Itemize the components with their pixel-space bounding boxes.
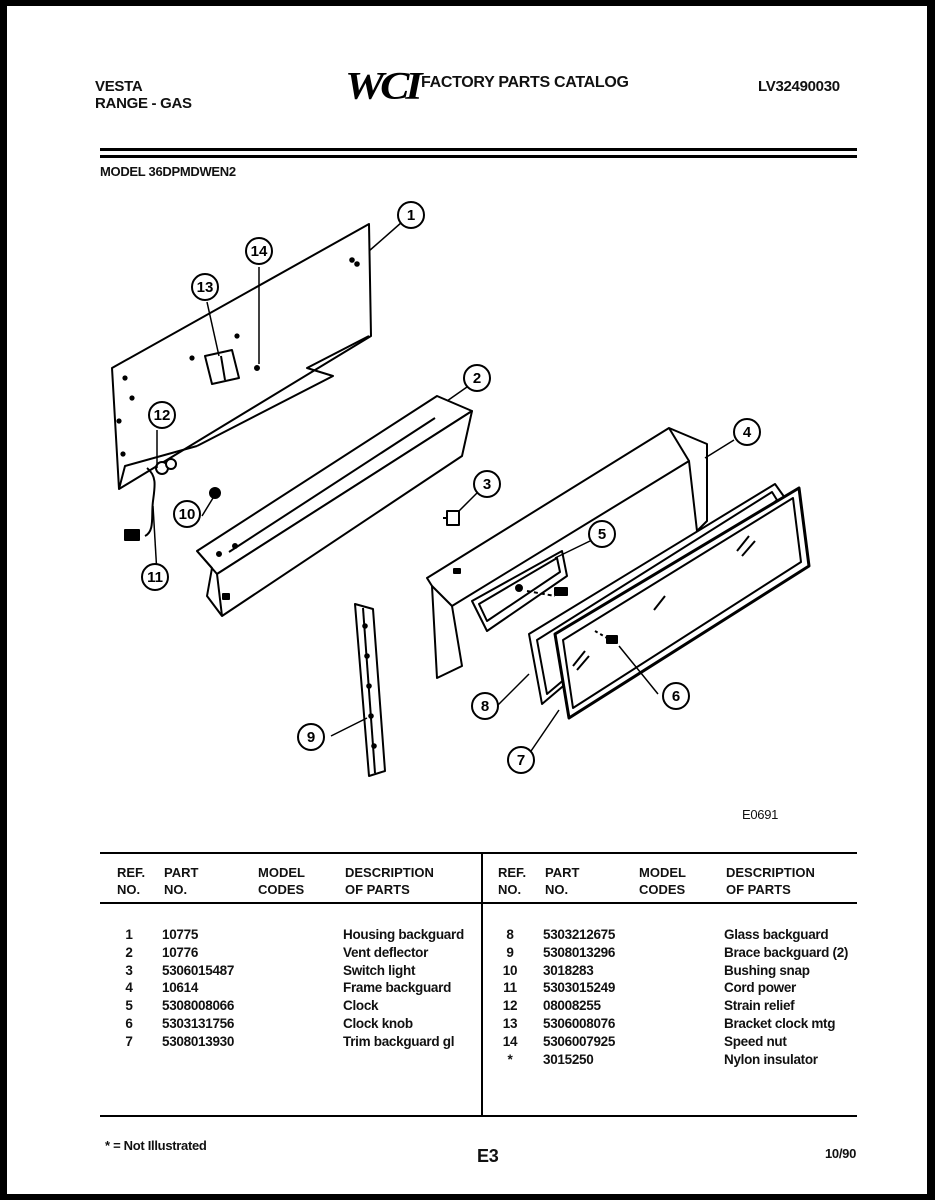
switch-light-drawing bbox=[443, 511, 459, 525]
cell-part: 5303015249 bbox=[543, 980, 616, 996]
cell-desc: Bracket clock mtg bbox=[724, 1016, 836, 1031]
cell-ref: 4 bbox=[125, 980, 133, 996]
col-desc-right: DESCRIPTION OF PARTS bbox=[726, 865, 815, 897]
table-rule-bottom bbox=[100, 1115, 857, 1117]
cell-ref: 3 bbox=[125, 962, 133, 978]
cell-desc: Bushing snap bbox=[724, 962, 810, 978]
cell-part: 08008255 bbox=[543, 998, 601, 1014]
page-number: E3 bbox=[477, 1146, 499, 1166]
cell-desc: Housing backguard bbox=[343, 927, 464, 942]
callout-2 bbox=[464, 365, 490, 391]
table-divider bbox=[481, 852, 483, 1115]
cell-ref: 13 bbox=[502, 1016, 518, 1031]
svg-text:6: 6 bbox=[671, 688, 681, 705]
col-desc-left: DESCRIPTION OF PARTS bbox=[345, 865, 434, 897]
cell-ref: 1 bbox=[125, 927, 133, 942]
svg-text:4: 4 bbox=[742, 424, 752, 441]
callout-14 bbox=[246, 238, 272, 264]
cell-ref: 10 bbox=[502, 962, 518, 978]
cell-ref: 9 bbox=[506, 944, 514, 960]
cell-ref: 5 bbox=[125, 998, 133, 1014]
callout-3 bbox=[474, 471, 500, 497]
exploded-parts-diagram bbox=[7, 6, 927, 846]
svg-text:3: 3 bbox=[482, 476, 492, 493]
brand-label: VESTA bbox=[95, 78, 143, 95]
cell-desc: Clock bbox=[343, 998, 379, 1014]
col-part-left: PART NO. bbox=[164, 865, 199, 897]
revision-date: 10/90 bbox=[825, 1146, 857, 1161]
cell-desc: Frame backguard bbox=[343, 980, 452, 996]
svg-text:7: 7 bbox=[516, 752, 526, 769]
cell-ref: 7 bbox=[125, 1033, 133, 1049]
callout-8 bbox=[472, 693, 498, 719]
col-ref-right: REF. NO. bbox=[498, 865, 527, 897]
callout-bubbles bbox=[142, 202, 760, 773]
cell-part: 5306007925 bbox=[543, 1033, 616, 1049]
cell-ref: 8 bbox=[506, 927, 514, 942]
svg-text:12: 12 bbox=[153, 407, 171, 424]
callout-11 bbox=[142, 564, 168, 590]
table-rule-header bbox=[100, 902, 857, 904]
svg-text:1: 1 bbox=[406, 207, 416, 224]
cell-part: 5306008076 bbox=[543, 1016, 616, 1031]
housing-backguard-drawing bbox=[112, 224, 371, 489]
cell-part: 5303212675 bbox=[543, 927, 616, 942]
cell-desc: Glass backguard bbox=[724, 927, 829, 942]
cell-desc: Brace backguard (2) bbox=[724, 944, 849, 960]
wci-logo: WCI bbox=[345, 63, 419, 108]
cell-part: 5308008066 bbox=[162, 998, 235, 1014]
figure-code: E0691 bbox=[742, 807, 779, 822]
col-part-right: PART NO. bbox=[545, 865, 580, 897]
cell-part: 10614 bbox=[162, 980, 199, 996]
cell-part: 5308013930 bbox=[162, 1033, 235, 1049]
cell-desc: Vent deflector bbox=[343, 944, 429, 960]
cell-part: 5303131756 bbox=[162, 1016, 235, 1031]
callout-6 bbox=[663, 683, 689, 709]
svg-text:5: 5 bbox=[597, 526, 607, 543]
callout-10 bbox=[174, 501, 200, 527]
svg-text:2: 2 bbox=[472, 370, 482, 387]
svg-text:9: 9 bbox=[306, 729, 316, 746]
catalog-title: FACTORY PARTS CATALOG bbox=[421, 74, 629, 91]
cell-desc: Speed nut bbox=[724, 1033, 787, 1049]
catalog-page bbox=[7, 6, 927, 1194]
cell-ref: 14 bbox=[502, 1033, 518, 1049]
callout-1 bbox=[398, 202, 424, 228]
cell-desc: Switch light bbox=[343, 962, 416, 978]
not-illustrated-note: * = Not Illustrated bbox=[105, 1138, 207, 1153]
bushing-snap-drawing bbox=[210, 488, 220, 498]
table-rule-top bbox=[100, 852, 857, 854]
cell-ref: 6 bbox=[125, 1016, 133, 1031]
cell-part: 3018283 bbox=[543, 962, 594, 978]
cell-ref: 2 bbox=[125, 944, 133, 960]
col-ref-left: REF. NO. bbox=[117, 865, 146, 897]
callout-7 bbox=[508, 747, 534, 773]
svg-text:14: 14 bbox=[250, 243, 268, 260]
cell-part: 10776 bbox=[162, 944, 199, 960]
cell-desc: Strain relief bbox=[724, 998, 795, 1014]
col-model-right: MODEL CODES bbox=[639, 865, 686, 897]
cell-part: 3015250 bbox=[543, 1051, 594, 1067]
cell-part: 10775 bbox=[162, 927, 199, 942]
cell-part: 5308013296 bbox=[543, 944, 616, 960]
callout-5 bbox=[589, 521, 615, 547]
svg-text:13: 13 bbox=[196, 279, 214, 296]
cell-desc: Trim backguard gl bbox=[343, 1033, 455, 1049]
brace-backguard-drawing bbox=[355, 604, 385, 776]
callout-9 bbox=[298, 724, 324, 750]
cell-ref: 12 bbox=[502, 998, 518, 1014]
svg-text:10: 10 bbox=[178, 506, 196, 523]
svg-text:8: 8 bbox=[480, 698, 490, 715]
callout-12 bbox=[149, 402, 175, 428]
callout-4 bbox=[734, 419, 760, 445]
callout-13 bbox=[192, 274, 218, 300]
cell-ref: * bbox=[507, 1051, 513, 1067]
model-label: MODEL 36DPMDWEN2 bbox=[100, 164, 236, 179]
col-model-left: MODEL CODES bbox=[258, 865, 305, 897]
product-type-label: RANGE - GAS bbox=[95, 95, 192, 112]
cell-ref: 11 bbox=[503, 980, 517, 996]
cell-part: 5306015487 bbox=[162, 962, 235, 978]
catalog-number: LV32490030 bbox=[758, 78, 840, 95]
cell-desc: Cord power bbox=[724, 980, 797, 996]
cell-desc: Clock knob bbox=[343, 1016, 413, 1031]
cell-desc: Nylon insulator bbox=[724, 1051, 818, 1067]
svg-text:11: 11 bbox=[147, 569, 163, 586]
